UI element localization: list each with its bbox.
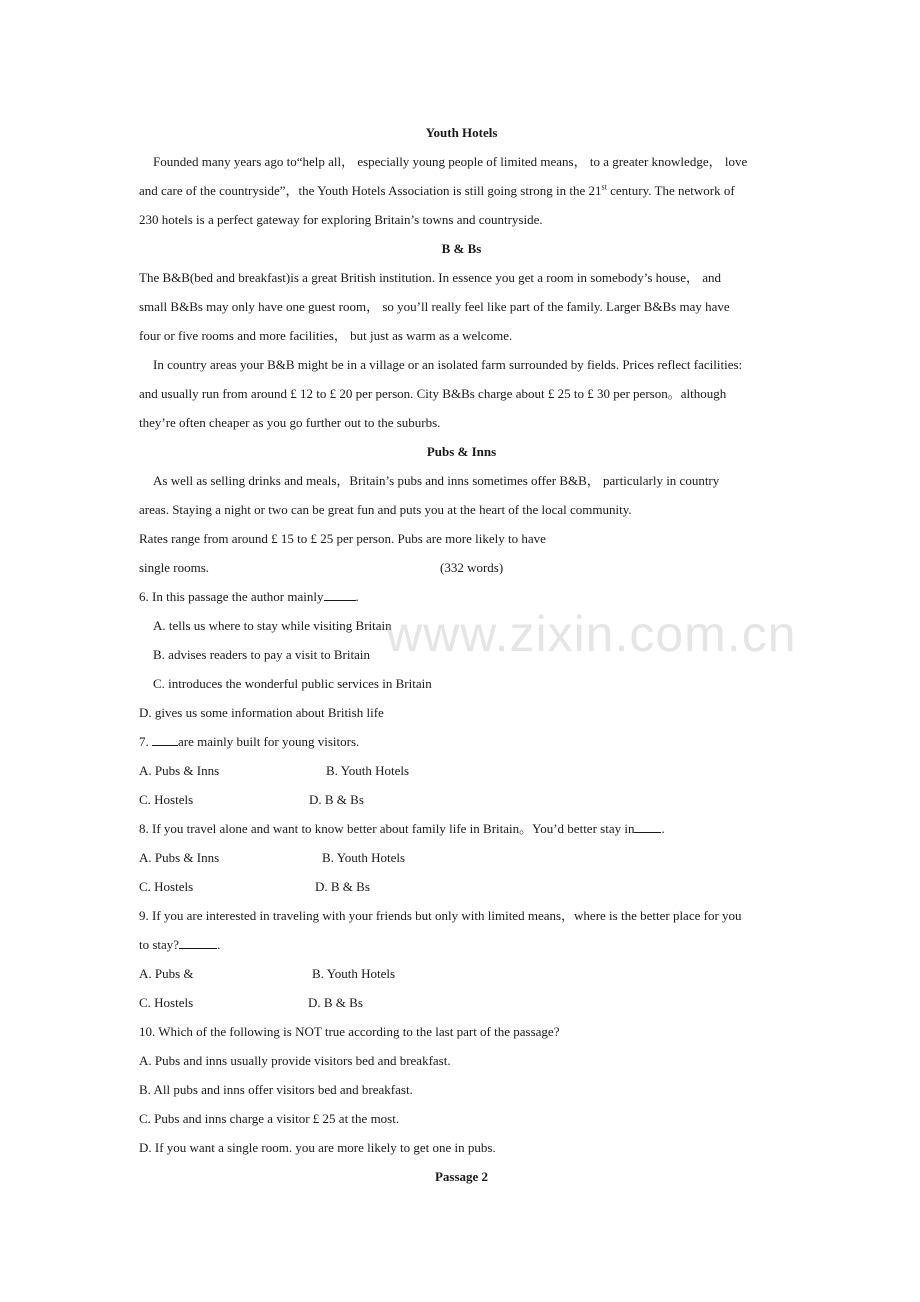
question-8-options-row-2 — [139, 872, 784, 901]
paragraph-line: they’re often cheaper as you go further out to the suburbs. — [139, 415, 441, 430]
question-6-option-a: A. tells us where to stay while visiting Britain — [153, 618, 392, 633]
paragraph-line: Founded many years ago to“help all， especially young people of limited means， to a greater knowledge， love — [153, 154, 748, 169]
question-6-option-d: D. gives us some information about British life — [139, 705, 384, 720]
paragraph-line: single rooms. (332 words) — [139, 553, 784, 582]
paragraph-line: Rates range from around £ 15 to £ 25 per person. Pubs are more likely to have — [139, 531, 546, 546]
section-title-pubs-inns: Pubs & Inns — [426, 444, 497, 459]
paragraph-line: and care of the countryside”，the Youth Hotels Association is still going strong in the 21st century. The network of — [139, 182, 735, 198]
question-9-option-a: A. Pubs & — [139, 966, 194, 981]
question-9-option-b: B. Youth Hotels — [312, 966, 396, 981]
answer-blank — [179, 934, 217, 949]
question-9-option-d: D. B & Bs — [308, 995, 363, 1010]
answer-blank — [324, 586, 356, 601]
paragraph-line: In country areas your B&B might be in a village or an isolated farm surrounded by fields. Prices reflect facilities: — [153, 357, 743, 372]
question-9-options-row-1 — [139, 959, 784, 988]
question-7-options-row-1 — [139, 756, 784, 785]
question-7-option-d: D. B & Bs — [309, 792, 364, 807]
section-title-bbs: B & Bs — [441, 241, 482, 256]
question-6-stem: 6. In this passage the author mainly . — [139, 582, 784, 611]
question-8-options-row-1 — [139, 843, 784, 872]
paragraph-line: 230 hotels is a perfect gateway for exploring Britain’s towns and countryside. — [139, 212, 543, 227]
question-7-option-a: A. Pubs & Inns — [139, 763, 220, 778]
answer-blank — [634, 818, 661, 833]
question-8-stem: 8. If you travel alone and want to know better about family life in Britain。You’d better stay in . — [139, 814, 784, 843]
question-10-option-c: C. Pubs and inns charge a visitor £ 25 at the most. — [139, 1111, 400, 1126]
paragraph-line: four or five rooms and more facilities， but just as warm as a welcome. — [139, 328, 513, 343]
section-title-youth-hotels: Youth Hotels — [425, 125, 498, 140]
question-10-option-a: A. Pubs and inns usually provide visitors bed and breakfast. — [139, 1053, 451, 1068]
question-8-option-b: B. Youth Hotels — [322, 850, 406, 865]
watermark: www.zixin.com.cn — [386, 606, 797, 662]
superscript: st — [601, 182, 607, 192]
question-6-option-c: C. introduces the wonderful public services in Britain — [153, 676, 432, 691]
paragraph-line: small B&Bs may only have one guest room， so you’ll really feel like part of the family. Larger B&Bs may have — [139, 299, 730, 314]
paragraph-line: and usually run from around £ 12 to £ 20 per person. City B&Bs charge about £ 25 to £ 30 per person。although — [139, 386, 727, 401]
question-9-stem: 9. If you are interested in traveling with your friends but only with limited means，where is the better place for you — [139, 908, 742, 923]
question-9-option-c: C. Hostels — [139, 995, 194, 1010]
passage-2-heading: Passage 2 — [434, 1169, 489, 1184]
word-count: (332 words) — [440, 560, 504, 575]
question-7-stem: 7. are mainly built for young visitors. — [139, 727, 784, 756]
question-9-stem-cont: to stay? . — [139, 930, 784, 959]
question-10-option-b: B. All pubs and inns offer visitors bed and breakfast. — [139, 1082, 413, 1097]
paragraph-line: areas. Staying a night or two can be great fun and puts you at the heart of the local community. — [139, 502, 632, 517]
question-8-option-a: A. Pubs & Inns — [139, 850, 220, 865]
question-7-options-row-2 — [139, 785, 784, 814]
paragraph-line: The B&B(bed and breakfast)is a great British institution. In essence you get a room in somebody’s house， and — [139, 270, 721, 285]
question-8-option-c: C. Hostels — [139, 879, 194, 894]
question-10-stem: 10. Which of the following is NOT true according to the last part of the passage? — [139, 1024, 560, 1039]
question-8-option-d: D. B & Bs — [315, 879, 370, 894]
question-10-option-d: D. If you want a single room. you are more likely to get one in pubs. — [139, 1140, 496, 1155]
question-6-option-b: B. advises readers to pay a visit to Britain — [153, 647, 370, 662]
paragraph-line: As well as selling drinks and meals，Britain’s pubs and inns sometimes offer B&B， particularly in country — [153, 473, 720, 488]
question-7-option-b: B. Youth Hotels — [326, 763, 410, 778]
answer-blank — [152, 731, 178, 746]
question-7-option-c: C. Hostels — [139, 792, 194, 807]
question-9-options-row-2 — [139, 988, 784, 1017]
